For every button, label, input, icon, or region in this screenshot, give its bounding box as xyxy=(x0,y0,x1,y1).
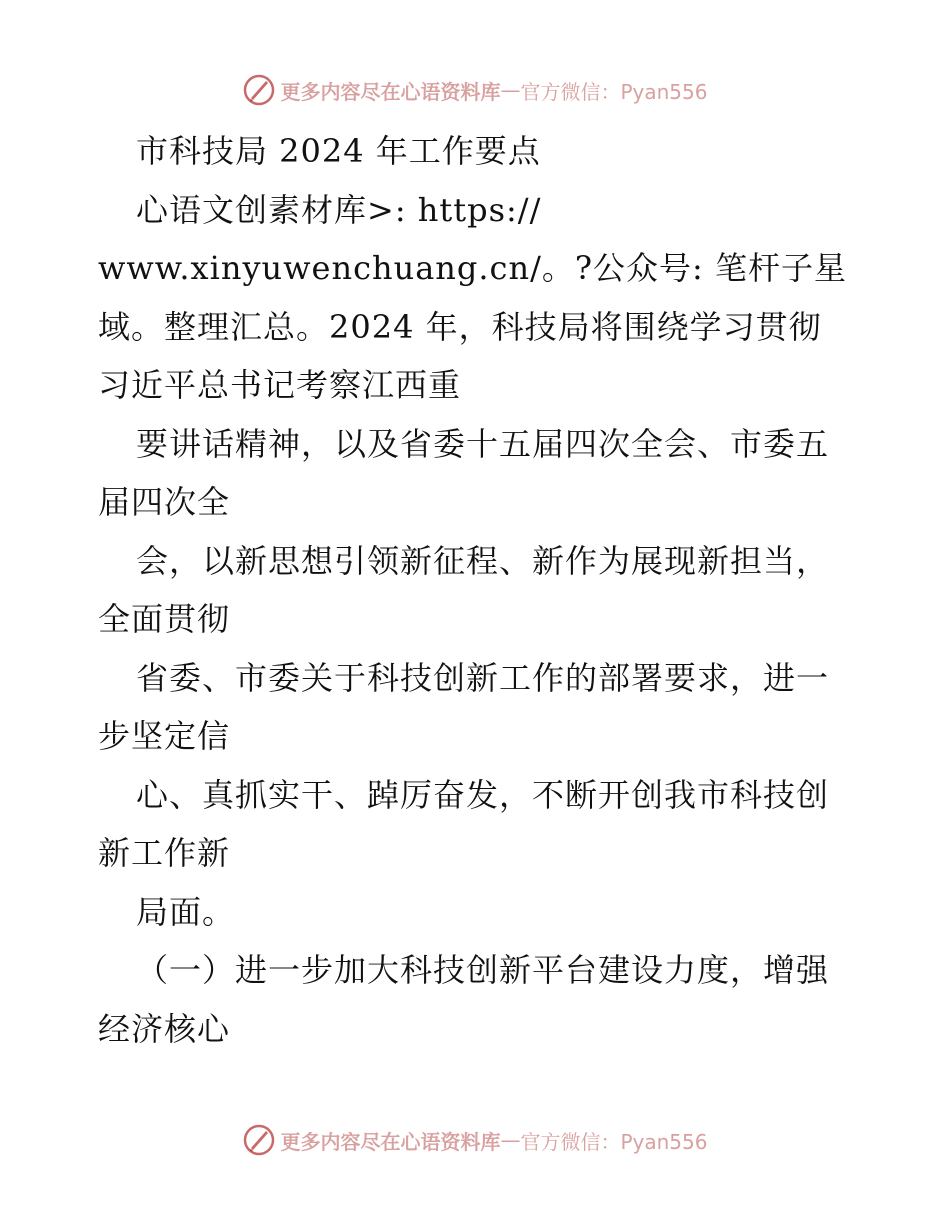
feather-pen-logo-icon xyxy=(242,73,276,107)
document-body xyxy=(98,122,858,1058)
text-line: 局面。 xyxy=(136,892,236,931)
text-line: （一）进一步加大科技创新平台建设力度，增强 xyxy=(136,951,830,989)
text-line: 会，以新思想引领新征程、新作为展现新担当， xyxy=(136,541,830,580)
watermark-sub-text: 官方微信：Pyan556 xyxy=(520,1129,708,1154)
feather-pen-logo-icon xyxy=(242,1123,276,1157)
watermark-dash: — xyxy=(500,1128,521,1152)
watermark-dash: — xyxy=(500,78,521,102)
text-line: 习近平总书记考察江西重 xyxy=(98,366,462,404)
text-line: 步坚定信 xyxy=(98,717,231,755)
text-line: 届四次全 xyxy=(98,483,231,521)
text-line: 省委、市委关于科技创新工作的部署要求，进一 xyxy=(136,658,830,697)
text-line: 新工作新 xyxy=(98,834,231,872)
watermark-sub-text: 官方微信：Pyan556 xyxy=(520,79,708,104)
watermark-main-text: 更多内容尽在心语资料库 xyxy=(280,79,501,104)
text-line: 全面贯彻 xyxy=(98,600,231,638)
header-watermark xyxy=(0,70,950,110)
footer-watermark xyxy=(0,1120,950,1160)
watermark-main-text: 更多内容尽在心语资料库 xyxy=(280,1129,501,1154)
text-line: 要讲话精神，以及省委十五届四次全会、市委五 xyxy=(136,424,830,463)
text-line: www.xinyuwenchuang.cn/。?公众号: 笔杆子星 xyxy=(98,249,847,287)
text-line: 心语文创素材库>: https:// xyxy=(136,190,542,229)
text-line: 市科技局 2024 年工作要点 xyxy=(136,132,541,170)
text-line: 域。整理汇总。2024 年，科技局将围绕学习贯彻 xyxy=(98,307,822,346)
text-line: 心、真抓实干、踔厉奋发，不断开创我市科技创 xyxy=(136,775,830,814)
text-line: 经济核心 xyxy=(98,1009,231,1048)
